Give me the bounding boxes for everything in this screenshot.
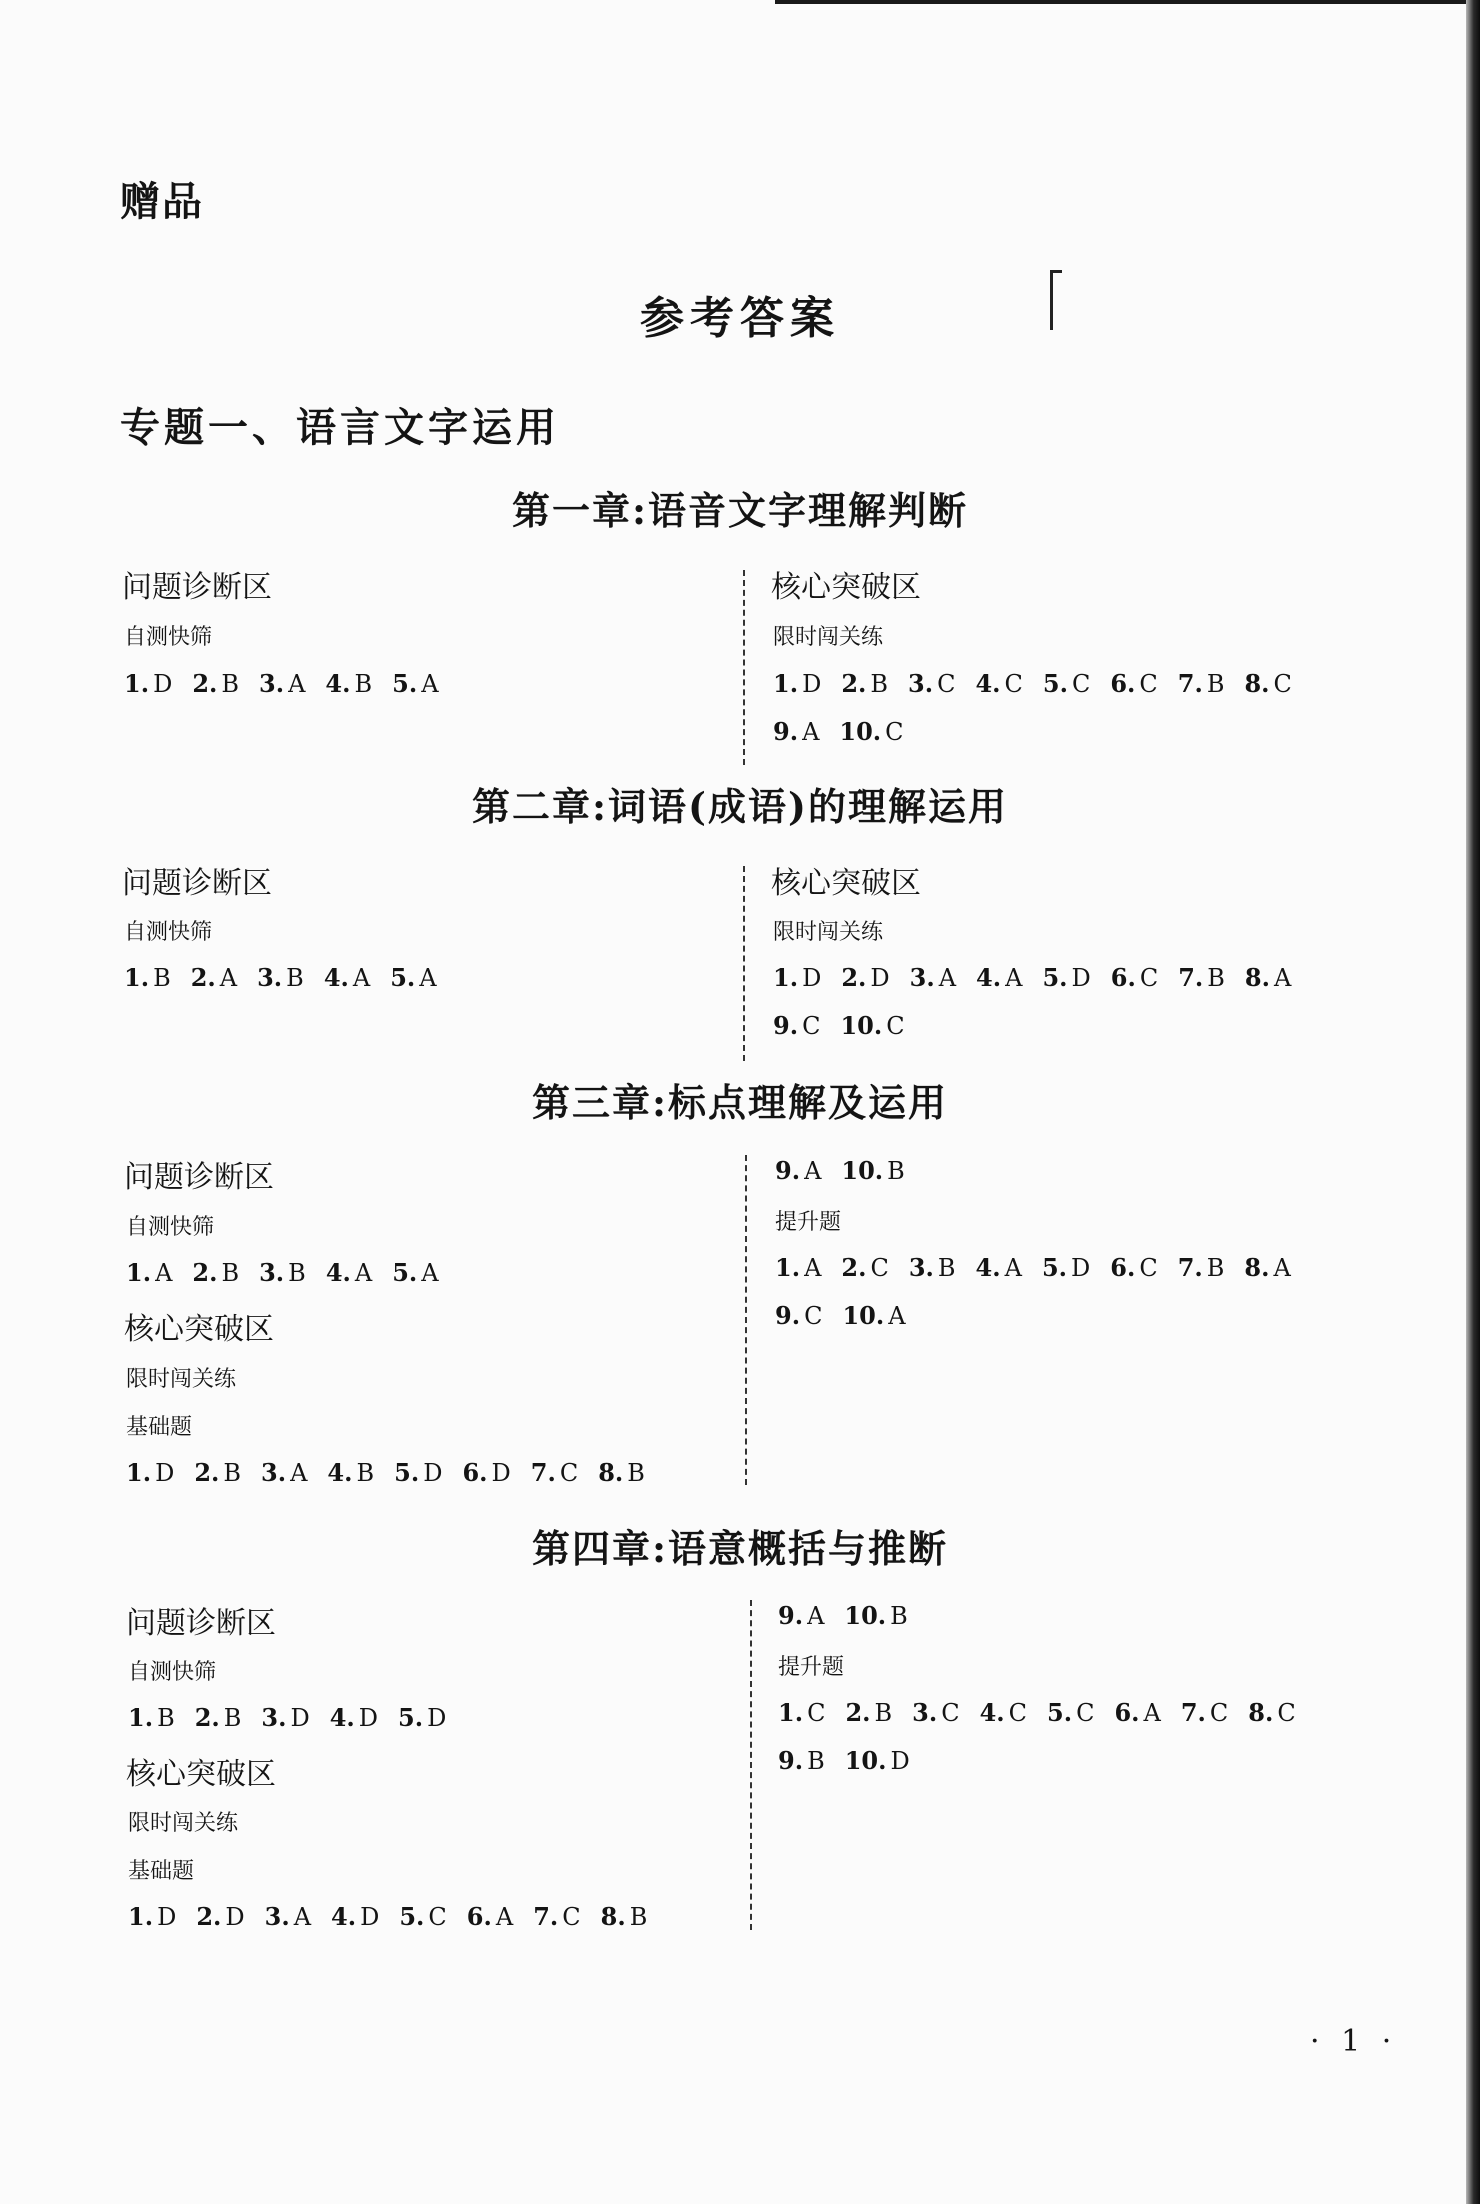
question-number: 9.: [778, 1600, 804, 1630]
answer-letter: C: [1071, 669, 1091, 698]
answer-letter: D: [153, 669, 173, 698]
answer-item: [1248, 1698, 1295, 1727]
question-number: 4.: [325, 668, 351, 698]
answer-letter: B: [288, 1258, 306, 1287]
ch1-right-answers-2: [773, 716, 924, 746]
ch4-breakthrough-heading: 核心突破区: [126, 1757, 276, 1792]
question-number: 5.: [1041, 1252, 1068, 1282]
question-number: 8.: [1244, 962, 1270, 992]
answer-item: [128, 1703, 175, 1732]
ch4-timed-practice-label: 限时闯关练: [128, 1811, 239, 1836]
answer-item: [1042, 963, 1090, 992]
chapter-4-title: 第四章:语意概括与推断: [531, 1526, 949, 1571]
answer-letter: D: [290, 1703, 310, 1732]
answer-letter: C: [937, 669, 956, 698]
ch1-left-answers: [124, 668, 459, 698]
answer-letter: B: [807, 1746, 825, 1775]
answer-item: [326, 1258, 372, 1287]
answer-item: [773, 963, 821, 992]
ch4-left-answers-1: [128, 1702, 466, 1732]
answer-item: [261, 1703, 309, 1732]
question-number: 1.: [124, 668, 150, 698]
answer-letter: A: [938, 963, 957, 992]
question-number: 7.: [1178, 962, 1204, 992]
ch3-breakthrough-heading: 核心突破区: [124, 1312, 274, 1347]
ch2-diagnosis-heading: 问题诊断区: [122, 866, 272, 901]
answer-letter: C: [1139, 963, 1159, 992]
question-number: 10.: [840, 1010, 883, 1040]
answer-letter: A: [1273, 963, 1292, 992]
question-number: 3.: [257, 962, 283, 992]
ch2-right-answers-1: [773, 962, 1311, 992]
question-number: 1.: [124, 962, 150, 992]
question-number: 3.: [261, 1702, 287, 1732]
answer-letter: B: [1206, 669, 1225, 698]
answer-letter: D: [427, 1703, 447, 1732]
answer-letter: D: [358, 1703, 379, 1732]
answer-item: [775, 1253, 821, 1282]
answer-letter: B: [157, 1703, 175, 1732]
question-number: 9.: [775, 1300, 801, 1330]
question-number: 2.: [194, 1702, 220, 1732]
answer-item: [1110, 1253, 1157, 1282]
answer-item: [531, 1458, 578, 1487]
answer-letter: B: [627, 1458, 645, 1487]
question-number: 4.: [331, 1901, 357, 1931]
answer-letter: D: [870, 963, 890, 992]
answer-item: [980, 1698, 1027, 1727]
ch1-diagnosis-heading: 问题诊断区: [122, 570, 272, 605]
answer-item: [327, 1458, 374, 1487]
answer-item: [975, 669, 1022, 698]
answer-letter: D: [802, 669, 822, 698]
ch1-timed-practice-label: 限时闯关练: [773, 625, 884, 650]
question-number: 7.: [1177, 668, 1203, 698]
answer-letter: A: [155, 1258, 173, 1287]
answer-item: [773, 669, 821, 698]
chapter-2-divider: [743, 866, 745, 1061]
answer-letter: A: [807, 1601, 825, 1630]
question-number: 5.: [394, 1457, 420, 1487]
ch4-advanced-label: 提升题: [778, 1655, 845, 1680]
answer-item: [467, 1902, 513, 1931]
answer-letter: A: [888, 1301, 906, 1330]
answer-letter: A: [290, 1458, 308, 1487]
question-number: 4.: [325, 1257, 351, 1287]
ch4-right-answers-0: [778, 1600, 928, 1630]
answer-item: [325, 669, 372, 698]
question-number: 9.: [773, 1010, 799, 1040]
question-number: 2.: [190, 962, 216, 992]
ch3-quick-test-label: 自测快筛: [126, 1215, 215, 1240]
answer-letter: D: [890, 1746, 910, 1775]
question-number: 10.: [844, 1600, 887, 1630]
answer-item: [840, 1011, 904, 1040]
answer-item: [390, 963, 436, 992]
answer-letter: C: [807, 1698, 826, 1727]
answer-letter: A: [1273, 1253, 1291, 1282]
answer-item: [128, 1902, 176, 1931]
ch4-basic-label: 基础题: [128, 1859, 195, 1884]
chapter-1-title: 第一章:语音文字理解判断: [511, 488, 969, 533]
question-number: 8.: [598, 1457, 624, 1487]
ch2-timed-practice-label: 限时闯关练: [773, 920, 884, 945]
answer-item: [1178, 963, 1225, 992]
question-number: 1.: [773, 668, 799, 698]
question-number: 2.: [841, 668, 867, 698]
question-number: 6.: [466, 1901, 492, 1931]
answer-letter: A: [1005, 963, 1023, 992]
answer-item: [265, 1902, 311, 1931]
answer-item: [1244, 1253, 1290, 1282]
answer-item: [195, 1703, 242, 1732]
answer-item: [533, 1902, 580, 1931]
answer-letter: D: [225, 1902, 245, 1931]
freebie-label: 赠品: [120, 179, 204, 225]
answer-item: [392, 669, 438, 698]
answer-letter: B: [890, 1601, 908, 1630]
answer-item: [841, 669, 888, 698]
question-number: 10.: [841, 1155, 884, 1185]
ch3-advanced-label: 提升题: [775, 1210, 842, 1235]
page-number: · 1 ·: [1310, 2024, 1398, 2059]
question-number: 5.: [399, 1901, 425, 1931]
question-number: 1.: [775, 1252, 801, 1282]
answer-letter: A: [352, 963, 371, 992]
ch3-timed-practice-label: 限时闯关练: [126, 1367, 237, 1392]
answer-item: [1043, 669, 1090, 698]
question-number: 8.: [1244, 668, 1270, 698]
answer-letter: C: [1139, 669, 1158, 698]
answer-item: [196, 1902, 244, 1931]
chapter-3-divider: [745, 1155, 747, 1485]
question-number: 5.: [390, 962, 416, 992]
ch3-diagnosis-heading: 问题诊断区: [124, 1160, 274, 1195]
answer-item: [845, 1746, 910, 1775]
question-number: 4.: [979, 1697, 1005, 1727]
answer-letter: A: [804, 1253, 822, 1282]
ch3-left-answers-1: [126, 1257, 459, 1287]
ch2-left-answers: [124, 962, 457, 992]
answer-item: [462, 1458, 510, 1487]
question-number: 10.: [844, 1745, 887, 1775]
answer-item: [331, 1902, 379, 1931]
ch2-breakthrough-heading: 核心突破区: [771, 866, 921, 901]
question-number: 10.: [839, 716, 882, 746]
question-number: 8.: [1244, 1252, 1270, 1282]
answer-item: [259, 669, 305, 698]
ch4-diagnosis-heading: 问题诊断区: [126, 1606, 276, 1641]
answer-letter: C: [941, 1698, 960, 1727]
question-number: 5.: [392, 1257, 418, 1287]
question-number: 5.: [1042, 962, 1068, 992]
answer-letter: D: [1071, 963, 1091, 992]
ch2-quick-test-label: 自测快筛: [124, 920, 213, 945]
question-number: 7.: [1177, 1252, 1203, 1282]
answer-letter: A: [293, 1902, 312, 1931]
answer-item: [1114, 1698, 1160, 1727]
document-title: 参考答案: [640, 293, 840, 344]
answer-letter: C: [802, 1011, 821, 1040]
answer-letter: B: [223, 1458, 242, 1487]
answer-letter: B: [887, 1156, 905, 1185]
answer-letter: B: [1207, 963, 1225, 992]
chapter-4-divider: [750, 1600, 752, 1930]
ch3-right-answers-2: [775, 1300, 926, 1330]
question-number: 2.: [845, 1697, 871, 1727]
answer-item: [192, 1258, 239, 1287]
question-number: 5.: [392, 668, 418, 698]
answer-item: [775, 1301, 822, 1330]
answer-item: [844, 1601, 907, 1630]
answer-letter: B: [874, 1698, 893, 1727]
answer-letter: C: [1076, 1698, 1095, 1727]
answer-item: [778, 1601, 824, 1630]
answer-letter: D: [491, 1458, 511, 1487]
answer-item: [194, 1458, 241, 1487]
answer-letter: D: [802, 963, 822, 992]
question-number: 7.: [530, 1457, 556, 1487]
question-number: 3.: [908, 1252, 934, 1282]
answer-letter: B: [221, 669, 240, 698]
answer-item: [845, 1698, 892, 1727]
answer-letter: C: [1277, 1698, 1296, 1727]
answer-item: [841, 1156, 904, 1185]
answer-letter: A: [354, 1258, 373, 1287]
answer-letter: C: [562, 1902, 581, 1931]
answer-letter: D: [1071, 1253, 1091, 1282]
answer-letter: D: [360, 1902, 380, 1931]
answer-item: [841, 1253, 888, 1282]
answer-letter: A: [421, 1258, 439, 1287]
answer-letter: A: [419, 963, 437, 992]
question-number: 1.: [126, 1457, 152, 1487]
answer-item: [598, 1458, 645, 1487]
answer-letter: A: [802, 717, 820, 746]
question-number: 4.: [323, 962, 349, 992]
answer-item: [192, 669, 239, 698]
answer-item: [259, 1258, 306, 1287]
question-number: 1.: [128, 1702, 154, 1732]
answer-item: [330, 1703, 378, 1732]
question-number: 8.: [1248, 1697, 1274, 1727]
answer-letter: B: [870, 669, 889, 698]
answer-letter: D: [155, 1458, 175, 1487]
answer-letter: B: [286, 963, 304, 992]
question-number: 2.: [192, 1257, 218, 1287]
question-number: 9.: [773, 716, 799, 746]
answer-letter: A: [288, 669, 306, 698]
question-number: 6.: [462, 1457, 488, 1487]
ch4-right-answers-2: [778, 1745, 930, 1775]
ch3-right-answers-0: [775, 1155, 925, 1185]
question-number: 4.: [975, 1252, 1001, 1282]
question-number: 2.: [841, 1252, 867, 1282]
answer-letter: C: [1004, 669, 1023, 698]
answer-item: [399, 1902, 446, 1931]
answer-item: [1178, 669, 1225, 698]
ch3-basic-label: 基础题: [126, 1415, 193, 1440]
answer-item: [775, 1156, 821, 1185]
answer-item: [124, 669, 172, 698]
ch4-left-answers-2: [128, 1901, 667, 1931]
answer-letter: B: [356, 1458, 375, 1487]
question-number: 3.: [259, 668, 285, 698]
answer-item: [1047, 1698, 1094, 1727]
answer-letter: B: [221, 1258, 240, 1287]
ch3-left-answers-2: [126, 1457, 665, 1487]
answer-item: [910, 963, 956, 992]
question-number: 6.: [1110, 1252, 1136, 1282]
question-number: 10.: [842, 1300, 885, 1330]
answer-letter: A: [804, 1156, 822, 1185]
answer-letter: A: [421, 669, 439, 698]
question-number: 1.: [128, 1901, 154, 1931]
answer-item: [124, 963, 171, 992]
question-number: 3.: [909, 962, 935, 992]
question-number: 9.: [778, 1745, 804, 1775]
answer-letter: C: [1008, 1698, 1028, 1727]
question-number: 3.: [908, 668, 934, 698]
answer-letter: A: [219, 963, 238, 992]
answer-item: [257, 963, 304, 992]
ch2-right-answers-2: [773, 1010, 925, 1040]
answer-item: [394, 1458, 442, 1487]
answer-item: [842, 1301, 905, 1330]
question-number: 2.: [194, 1457, 220, 1487]
question-number: 2.: [192, 668, 218, 698]
answer-letter: C: [804, 1301, 823, 1330]
answer-letter: A: [1143, 1698, 1161, 1727]
answer-letter: A: [1004, 1253, 1022, 1282]
question-number: 2.: [841, 962, 867, 992]
ch1-quick-test-label: 自测快筛: [124, 625, 213, 650]
answer-item: [773, 717, 819, 746]
answer-letter: B: [1206, 1253, 1225, 1282]
answer-item: [1244, 669, 1291, 698]
question-number: 4.: [329, 1702, 355, 1732]
answer-letter: C: [870, 1253, 889, 1282]
answer-item: [324, 963, 370, 992]
answer-item: [261, 1458, 307, 1487]
answer-item: [908, 669, 955, 698]
question-number: 3.: [261, 1457, 287, 1487]
question-number: 3.: [264, 1901, 290, 1931]
answer-item: [1111, 963, 1158, 992]
answer-letter: C: [885, 717, 904, 746]
answer-letter: D: [423, 1458, 443, 1487]
chapter-3-title: 第三章:标点理解及运用: [531, 1080, 949, 1125]
answer-item: [398, 1703, 446, 1732]
question-number: 8.: [600, 1901, 626, 1931]
question-number: 5.: [1047, 1697, 1073, 1727]
question-number: 1.: [778, 1697, 804, 1727]
answer-item: [601, 1902, 648, 1931]
answer-item: [839, 717, 903, 746]
answer-letter: B: [354, 669, 373, 698]
question-number: 9.: [775, 1155, 801, 1185]
answer-item: [1110, 669, 1157, 698]
question-number: 7.: [1180, 1697, 1206, 1727]
answer-letter: C: [1209, 1698, 1229, 1727]
question-number: 5.: [398, 1702, 424, 1732]
answer-item: [778, 1698, 825, 1727]
question-number: 7.: [533, 1901, 559, 1931]
ch4-quick-test-label: 自测快筛: [128, 1660, 217, 1685]
scan-edge-top: [775, 0, 1475, 4]
answer-letter: C: [1273, 669, 1292, 698]
answer-item: [392, 1258, 438, 1287]
answer-item: [126, 1258, 172, 1287]
ch4-right-answers-1: [778, 1697, 1316, 1727]
ch3-right-answers-1: [775, 1252, 1311, 1282]
question-number: 6.: [1114, 1697, 1140, 1727]
question-number: 5.: [1042, 668, 1068, 698]
question-number: 1.: [126, 1257, 152, 1287]
answer-item: [976, 963, 1022, 992]
question-number: 4.: [327, 1457, 353, 1487]
answer-letter: B: [937, 1253, 956, 1282]
question-number: 6.: [1110, 962, 1136, 992]
answer-letter: A: [495, 1902, 514, 1931]
answer-letter: B: [223, 1703, 242, 1732]
answer-item: [912, 1698, 959, 1727]
answer-item: [773, 1011, 820, 1040]
question-number: 2.: [196, 1901, 222, 1931]
answer-letter: B: [153, 963, 171, 992]
answer-item: [841, 963, 889, 992]
ch1-right-answers-1: [773, 668, 1312, 698]
answer-item: [778, 1746, 825, 1775]
answer-letter: C: [1139, 1253, 1158, 1282]
answer-item: [976, 1253, 1022, 1282]
chapter-1-divider: [743, 570, 745, 765]
answer-item: [1042, 1253, 1090, 1282]
answer-letter: C: [886, 1011, 905, 1040]
answer-letter: D: [157, 1902, 177, 1931]
question-number: 3.: [259, 1257, 285, 1287]
question-number: 4.: [976, 962, 1002, 992]
question-number: 1.: [773, 962, 799, 992]
question-number: 4.: [975, 668, 1001, 698]
topic-heading: 专题一、语言文字运用: [120, 405, 560, 451]
answer-letter: C: [559, 1458, 579, 1487]
answer-item: [126, 1458, 174, 1487]
question-number: 6.: [1110, 668, 1136, 698]
answer-item: [909, 1253, 956, 1282]
answer-item: [1178, 1253, 1225, 1282]
answer-letter: C: [428, 1902, 447, 1931]
answer-item: [1245, 963, 1291, 992]
ch1-breakthrough-heading: 核心突破区: [771, 570, 921, 605]
answer-letter: B: [629, 1902, 648, 1931]
answer-item: [1181, 1698, 1228, 1727]
chapter-2-title: 第二章:词语(成语)的理解运用: [472, 784, 1008, 829]
question-number: 3.: [912, 1697, 938, 1727]
answer-item: [191, 963, 237, 992]
